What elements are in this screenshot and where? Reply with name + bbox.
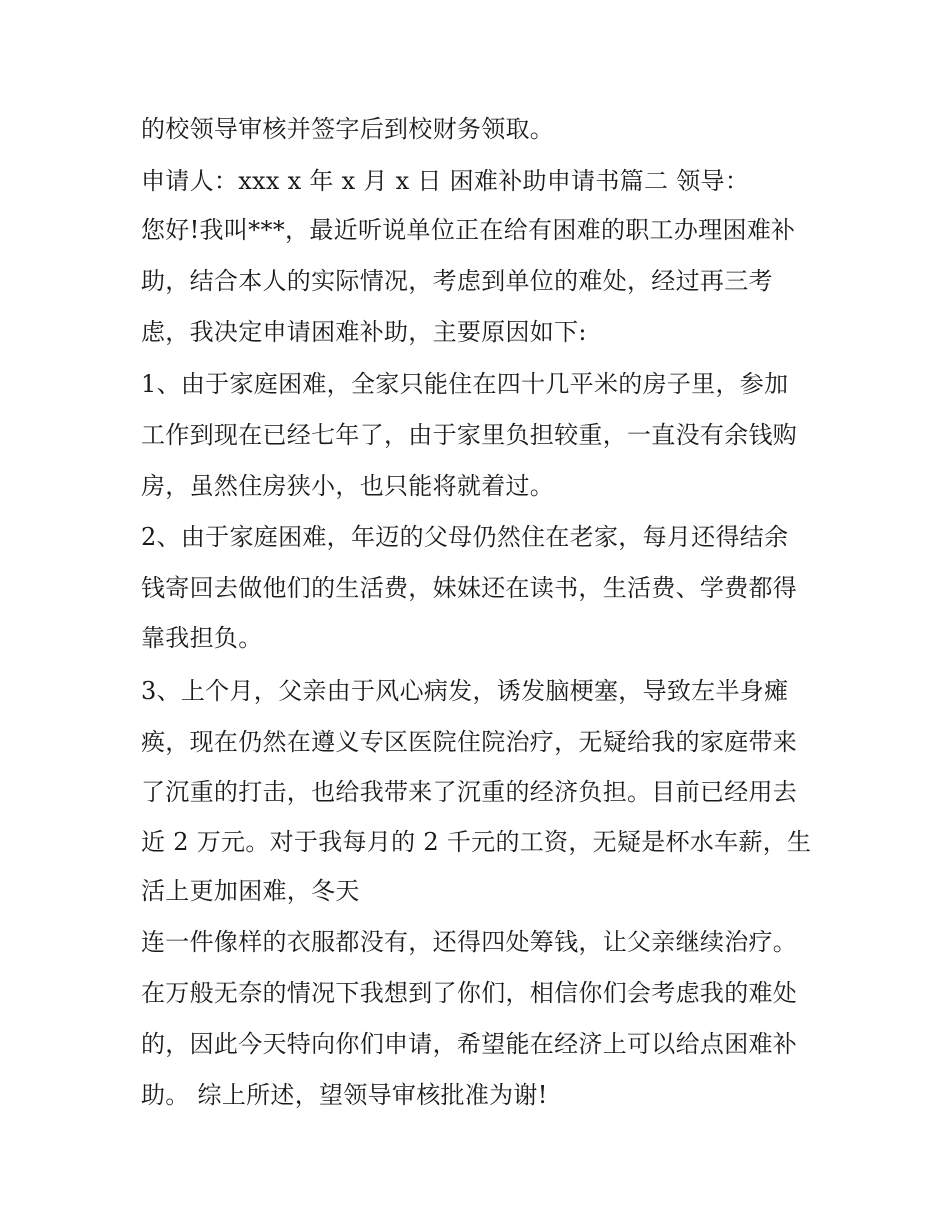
paragraph-line: 靠我担负。 [141,624,263,652]
paragraph-line: 您好!我叫***，最近听说单位正在给有困难的职工办理困难补 [141,216,796,244]
paragraph-line: 1、由于家庭困难，全家只能住在四十几平米的房子里，参加 [141,370,789,398]
paragraph-line: 的，因此今天特向你们申请，希望能在经济上可以给点困难补 [141,1030,798,1058]
paragraph-line: 的校领导审核并签字后到校财务领取。 [141,115,555,143]
paragraph-line: 了沉重的打击，也给我带来了沉重的经济负担。目前已经用去 [141,778,798,806]
paragraph-line: 房，虽然住房狭小，也只能将就着过。 [141,472,555,500]
paragraph-line: 活上更加困难，冬天 [141,877,360,905]
paragraph-line: 在万般无奈的情况下我想到了你们，相信你们会考虑我的难处 [141,979,798,1007]
paragraph-line: 助，结合本人的实际情况，考虑到单位的难处，经过再三考 [141,267,773,295]
paragraph-line: 工作到现在已经七年了，由于家里负担较重，一直没有余钱购 [141,421,798,449]
paragraph-line: 近 2 万元。对于我每月的 2 千元的工资，无疑是杯水车薪，生 [141,828,812,856]
paragraph-line: 助。 综上所述，望领导审核批准为谢! [141,1081,548,1109]
paragraph-line: 痪，现在仍然在遵义专区医院住院治疗，无疑给我的家庭带来 [141,728,798,756]
paragraph-line: 钱寄回去做他们的生活费，妹妹还在读书，生活费、学费都得 [141,574,798,602]
paragraph-line: 虑，我决定申请困难补助，主要原因如下: [141,318,587,346]
paragraph-line: 3、上个月，父亲由于风心病发，诱发脑梗塞，导致左半身瘫 [141,677,789,705]
paragraph-line: 申请人：xxx x 年 x 月 x 日 困难补助申请书篇二 领导： [141,167,750,195]
paragraph-line: 连一件像样的衣服都没有，还得四处筹钱，让父亲继续治疗。 [141,928,798,956]
paragraph-line: 2、由于家庭困难，年迈的父母仍然住在老家，每月还得结余 [141,523,789,551]
